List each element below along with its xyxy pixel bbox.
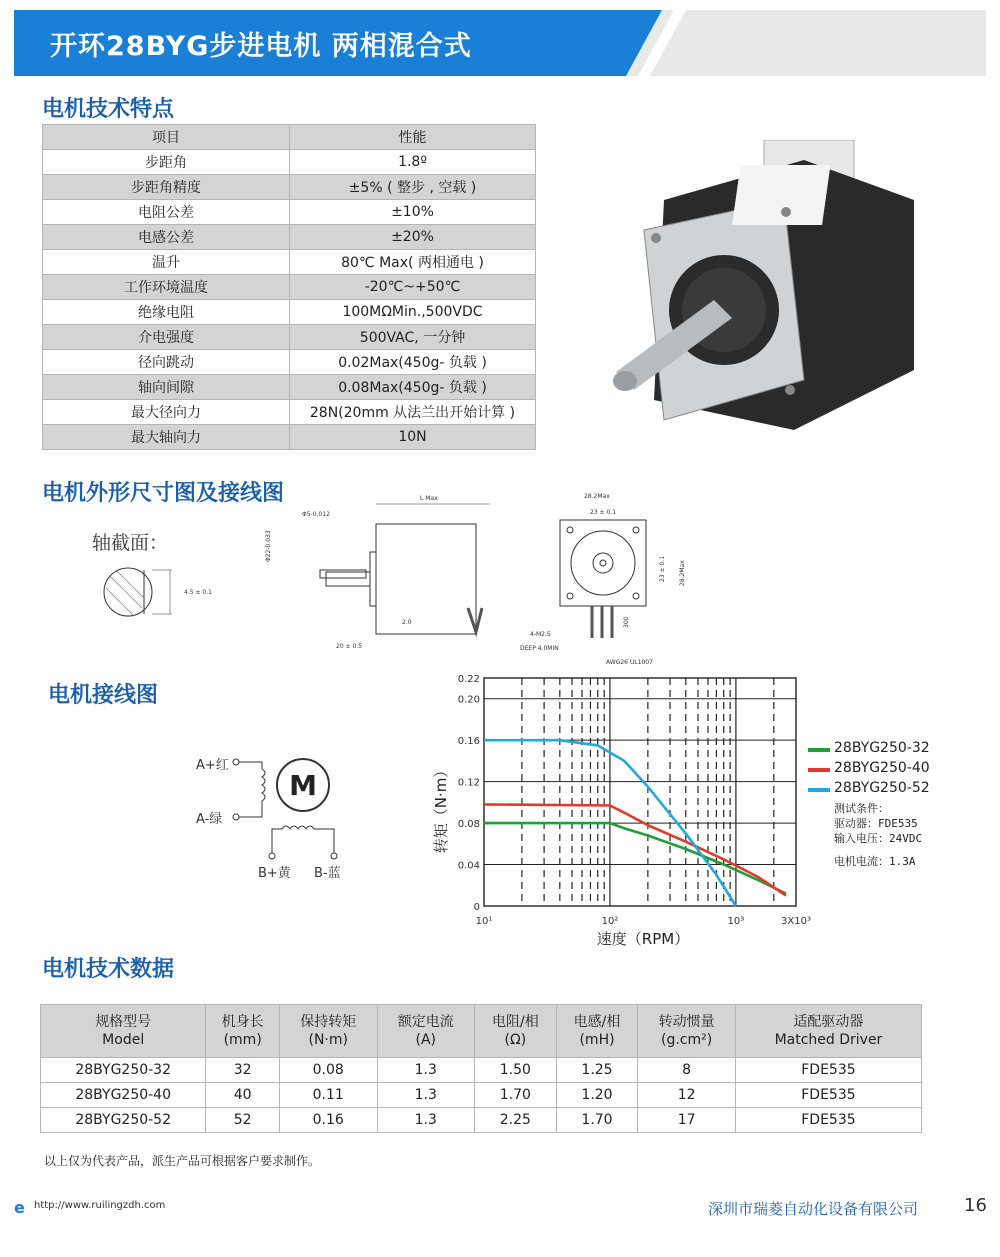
- spec-value: 1.8º: [290, 150, 536, 175]
- spec-item: 介电强度: [43, 325, 290, 350]
- legend-swatch: [808, 748, 830, 752]
- spec-row: [43, 250, 536, 275]
- data-col-header: 机身长 (mm): [206, 1005, 280, 1058]
- spec-item: 项目: [43, 125, 290, 150]
- section-title-dimensions: 电机外形尺寸图及接线图: [42, 481, 285, 506]
- data-cell: 2.25: [475, 1108, 557, 1133]
- data-col-header: 保持转矩 (N·m): [279, 1005, 377, 1058]
- spec-row: [43, 425, 536, 450]
- spec-value: ±5% ( 整步 , 空载 ): [290, 175, 536, 200]
- h-282: 28.2Max: [679, 560, 686, 586]
- legend-swatch: [808, 768, 830, 772]
- spec-item: 绝缘电阻: [43, 300, 290, 325]
- test-condition: 输入电压：24VDC: [834, 832, 923, 845]
- spec-item: 电阻公差: [43, 200, 290, 225]
- l-max: L Max: [420, 495, 438, 502]
- spec-item: 轴向间隙: [43, 375, 290, 400]
- data-cell: 1.50: [475, 1058, 557, 1083]
- data-col-header: 适配驱动器 Matched Driver: [735, 1005, 921, 1058]
- d-boss: Φ22-0.033: [265, 530, 272, 562]
- data-cell: 28BYG250-52: [41, 1108, 206, 1133]
- data-cell: 8: [638, 1058, 736, 1083]
- data-cell: 52: [206, 1108, 280, 1133]
- wire-b-plus: B+黄: [258, 866, 291, 881]
- test-condition: 测试条件：: [834, 802, 889, 815]
- data-col-header: 电感/相 (mH): [556, 1005, 638, 1058]
- spec-value: 10N: [290, 425, 536, 450]
- section-title-data: 电机技术数据: [42, 957, 175, 982]
- spec-item: 工作环境温度: [43, 275, 290, 300]
- data-cell: 28BYG250-32: [41, 1058, 206, 1083]
- spec-row: [43, 125, 536, 150]
- x-tick-label: 3X10³: [781, 916, 811, 927]
- spec-item: 步距角: [43, 150, 290, 175]
- spec-item: 最大轴向力: [43, 425, 290, 450]
- data-cell: 1.70: [556, 1108, 638, 1133]
- spec-item: 步距角精度: [43, 175, 290, 200]
- data-col-header: 电阻/相 (Ω): [475, 1005, 557, 1058]
- dimension-drawing: [90, 492, 710, 672]
- spec-table: [42, 124, 536, 450]
- shaft-section-label: 轴截面：: [92, 532, 169, 554]
- footer-company: 深圳市瑞菱自动化设备有限公司: [708, 1200, 919, 1218]
- spec-row: [43, 175, 536, 200]
- spec-row: [43, 200, 536, 225]
- spec-value: 80℃ Max( 两相通电 ): [290, 250, 536, 275]
- deep: DEEP 4.0MIN: [520, 645, 559, 652]
- spec-item: 温升: [43, 250, 290, 275]
- y-tick-label: 0.16: [457, 736, 480, 748]
- w-23: 23 ± 0.1: [590, 509, 617, 516]
- data-cell: 17: [638, 1108, 736, 1133]
- data-cell: 28BYG250-40: [41, 1083, 206, 1108]
- section-title-features: 电机技术特点: [42, 97, 175, 122]
- data-cell: 0.08: [279, 1058, 377, 1083]
- data-cell: FDE535: [735, 1108, 921, 1133]
- page-title: 开环28BYG步进电机 两相混合式: [50, 31, 472, 62]
- data-cell: 1.3: [377, 1083, 475, 1108]
- y-tick-label: 0.20: [457, 694, 480, 706]
- spec-value: 0.02Max(450g- 负载 ): [290, 350, 536, 375]
- data-cell: 32: [206, 1058, 280, 1083]
- spec-value: ±10%: [290, 200, 536, 225]
- spec-item: 径向跳动: [43, 350, 290, 375]
- spec-row: [43, 350, 536, 375]
- data-cell: 12: [638, 1083, 736, 1108]
- data-cell: 1.25: [556, 1058, 638, 1083]
- data-col-header: 转动惯量 (g.cm²): [638, 1005, 736, 1058]
- y-tick-label: 0.12: [457, 777, 480, 789]
- spec-value: 500VAC, 一分钟: [290, 325, 536, 350]
- data-col-header: 额定电流 (A): [377, 1005, 475, 1058]
- w-282: 28.2Max: [584, 493, 610, 500]
- spec-value: 性能: [290, 125, 536, 150]
- data-col-header: 规格型号 Model: [41, 1005, 206, 1058]
- x-tick-label: 10²: [601, 916, 619, 927]
- footer-url[interactable]: http://www.ruilingzdh.com: [34, 1200, 166, 1211]
- d-shaft: Φ5-0.012: [302, 511, 330, 518]
- test-condition: 驱动器：FDE535: [834, 817, 918, 830]
- spec-value: 100MΩMin.,500VDC: [290, 300, 536, 325]
- len-20: 20 ± 0.5: [336, 643, 363, 650]
- y-tick-label: 0.22: [457, 674, 480, 685]
- spec-row: [43, 300, 536, 325]
- h-23: 23 ± 0.1: [659, 555, 666, 582]
- data-cell: 1.3: [377, 1058, 475, 1083]
- spec-row: [43, 275, 536, 300]
- spec-row: [43, 150, 536, 175]
- spec-value: 28N(20mm 从法兰出开始计算 ): [290, 400, 536, 425]
- lead-len: 300: [623, 616, 630, 628]
- data-cell: 1.70: [475, 1083, 557, 1108]
- len-2: 2.0: [402, 619, 412, 626]
- motor-symbol: M: [289, 769, 317, 802]
- legend-label: 28BYG250-32: [834, 740, 930, 756]
- legend-label: 28BYG250-40: [834, 760, 930, 776]
- series-line-28BYG250-32: [484, 823, 786, 894]
- spec-value: ±20%: [290, 225, 536, 250]
- torque-chart: [420, 668, 820, 953]
- chart-ylabel: 转矩（N·m）: [432, 762, 450, 854]
- data-cell: 1.3: [377, 1108, 475, 1133]
- page-number: 16: [964, 1195, 987, 1216]
- spec-value: -20℃~+50℃: [290, 275, 536, 300]
- spec-row: [43, 400, 536, 425]
- spec-row: [43, 375, 536, 400]
- screw: 4-M2.5: [530, 631, 551, 638]
- spec-value: 0.08Max(450g- 负载 ): [290, 375, 536, 400]
- header-banner: [14, 10, 986, 76]
- chart-xlabel: 速度（RPM）: [596, 930, 690, 948]
- data-row: [41, 1058, 922, 1083]
- data-cell: 0.11: [279, 1083, 377, 1108]
- ie-icon: e: [14, 1198, 25, 1217]
- data-row: [41, 1108, 922, 1133]
- legend-swatch: [808, 788, 830, 792]
- data-cell: 1.20: [556, 1083, 638, 1108]
- awg: AWG26 UL1007: [606, 659, 653, 666]
- y-tick-label: 0.04: [457, 860, 480, 872]
- x-tick-label: 10¹: [475, 916, 493, 927]
- y-tick-label: 0: [473, 902, 480, 913]
- spec-item: 电感公差: [43, 225, 290, 250]
- data-cell: FDE535: [735, 1083, 921, 1108]
- wire-a-plus: A+红: [196, 758, 229, 773]
- shaft-dim: 4.5 ± 0.1: [184, 589, 212, 596]
- x-tick-label: 10³: [727, 916, 745, 927]
- wire-b-minus: B-蓝: [314, 866, 341, 881]
- wire-a-minus: A-绿: [196, 812, 223, 827]
- data-cell: 40: [206, 1083, 280, 1108]
- test-condition: 电机电流：1.3A: [834, 855, 916, 868]
- series-line-28BYG250-40: [484, 804, 786, 895]
- data-cell: FDE535: [735, 1058, 921, 1083]
- data-cell: 0.16: [279, 1108, 377, 1133]
- section-title-wiring: 电机接线图: [48, 683, 159, 708]
- spec-row: [43, 325, 536, 350]
- data-table: [40, 1004, 922, 1133]
- motor-photo: [604, 140, 924, 440]
- data-row: [41, 1083, 922, 1108]
- spec-item: 最大径向力: [43, 400, 290, 425]
- spec-row: [43, 225, 536, 250]
- legend-label: 28BYG250-52: [834, 780, 930, 796]
- note-text: 以上仅为代表产品，派生产品可根据客户要求制作。: [44, 1154, 321, 1168]
- y-tick-label: 0.08: [457, 819, 480, 831]
